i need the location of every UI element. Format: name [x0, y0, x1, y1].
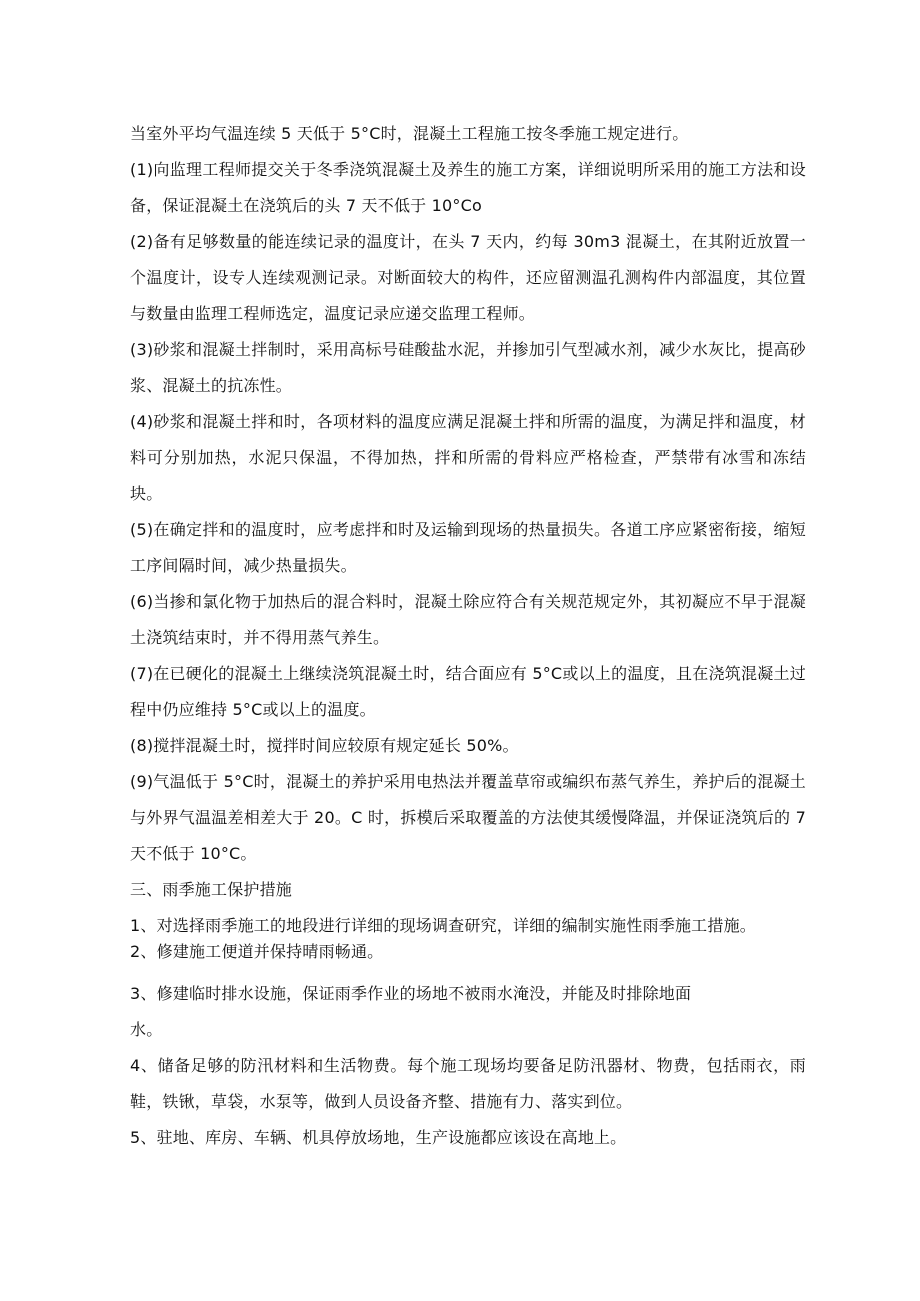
paragraph-winter-8: (8)搅拌混凝土时，搅拌时间应较原有规定延长 50%。: [130, 736, 519, 755]
paragraph-winter-6: (6)当掺和氯化物于加热后的混合料时，混凝土除应符合有关规范规定外，其初凝应不早于混凝土浇筑结束时，并不得用蒸气养生。: [130, 592, 806, 647]
paragraph-rain-1: 1、对选择雨季施工的地段进行详细的现场调查研究，详细的编制实施性雨季施工措施。: [130, 916, 756, 935]
paragraph-winter-2: (2)备有足够数量的能连续记录的温度计，在头 7 天内，约每 30m3 混凝土，在其附近放置一个温度计，设专人连续观测记录。对断面较大的构件，还应留测温孔测构件内部温度，其位置与数量由监理工程师选定，温度记录应递交监理工程师。: [130, 232, 806, 323]
paragraph-rain-3-continued: 水。: [130, 1020, 163, 1039]
paragraph-winter-5: (5)在确定拌和的温度时，应考虑拌和时及运输到现场的热量损失。各道工序应紧密衔接，缩短工序间隔时间，减少热量损失。: [130, 520, 806, 575]
paragraph-winter-3: (3)砂浆和混凝土拌制时，采用高标号硅酸盐水泥，并掺加引气型减水剂，减少水灰比，提高砂浆、混凝土的抗冻性。: [130, 340, 806, 395]
paragraph-rain-2: 2、修建施工便道并保持晴雨畅通。: [130, 942, 384, 961]
paragraph-winter-1: (1)向监理工程师提交关于冬季浇筑混凝土及养生的施工方案，详细说明所采用的施工方法和设备，保证混凝土在浇筑后的头 7 天不低于 10°Co: [130, 160, 806, 215]
paragraph-rain-3: 3、修建临时排水设施，保证雨季作业的场地不被雨水淹没，并能及时排除地面: [130, 984, 692, 1003]
paragraph-rain-4: 4、储备足够的防汛材料和生活物费。每个施工现场均要备足防汛器材、物费，包括雨衣，雨鞋，铁锹，草袋，水泵等，做到人员设备齐整、措施有力、落实到位。: [130, 1056, 806, 1111]
section-heading-rainy-season: 三、雨季施工保护措施: [130, 880, 293, 899]
paragraph-winter-9: (9)气温低于 5°C时，混凝土的养护采用电热法并覆盖草帘或编织布蒸气养生，养护后的混凝土与外界气温温差相差大于 20。C 时，拆模后采取覆盖的方法使其缓慢降温，并保证浇筑后的 7 天不低于 10°C。: [130, 772, 806, 863]
paragraph-winter-4: (4)砂浆和混凝土拌和时，各项材料的温度应满足混凝土拌和所需的温度，为满足拌和温度，材料可分别加热，水泥只保温，不得加热，拌和所需的骨料应严格检查，严禁带有冰雪和冻结块。: [130, 412, 806, 503]
paragraph-winter-intro: 当室外平均气温连续 5 天低于 5°C时，混凝土工程施工按冬季施工规定进行。: [130, 124, 689, 143]
document-body: [130, 116, 806, 1156]
paragraph-winter-7: (7)在已硬化的混凝土上继续浇筑混凝土时，结合面应有 5°C或以上的温度，且在浇筑混凝土过程中仍应维持 5°C或以上的温度。: [130, 664, 806, 719]
paragraph-rain-5: 5、驻地、库房、车辆、机具停放场地，生产设施都应该设在高地上。: [130, 1128, 627, 1147]
